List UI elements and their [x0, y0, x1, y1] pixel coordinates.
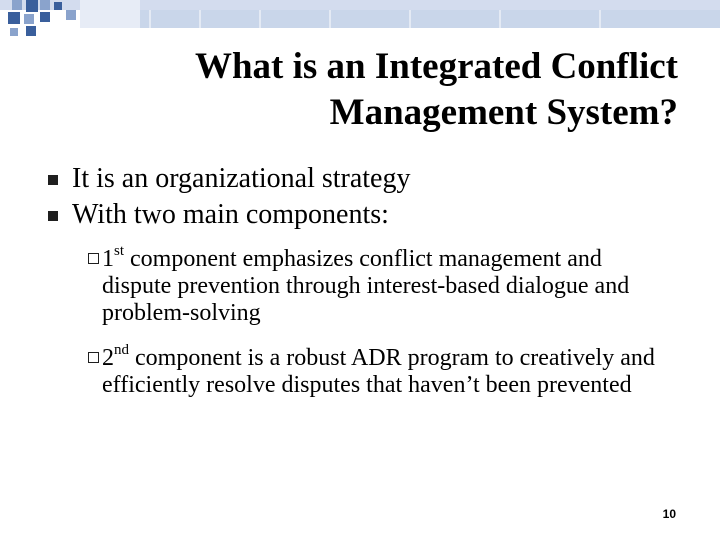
- header-decoration: [0, 0, 720, 42]
- bullet-text: It is an organizational strategy: [72, 163, 411, 194]
- hollow-square-bullet-icon: [88, 253, 99, 264]
- sub-bullet-text: 1st component emphasizes conflict management and dispute prevention through interest-based dialogue and problem-solving: [102, 243, 630, 326]
- title-line-1: What is an Integrated Conflict: [194, 46, 678, 87]
- slide-title: [58, 44, 678, 136]
- page-number: 10: [662, 507, 676, 521]
- title-line-2: Management System?: [329, 92, 678, 133]
- hollow-square-bullet-icon: [88, 352, 99, 363]
- sub-bullet-text: 2nd component is a robust ADR program to creatively and efficiently resolve disputes that haven’t been prevented: [102, 342, 655, 398]
- square-bullet-icon: [48, 211, 58, 221]
- bullet-text: With two main components:: [72, 199, 389, 230]
- square-bullet-icon: [48, 175, 58, 185]
